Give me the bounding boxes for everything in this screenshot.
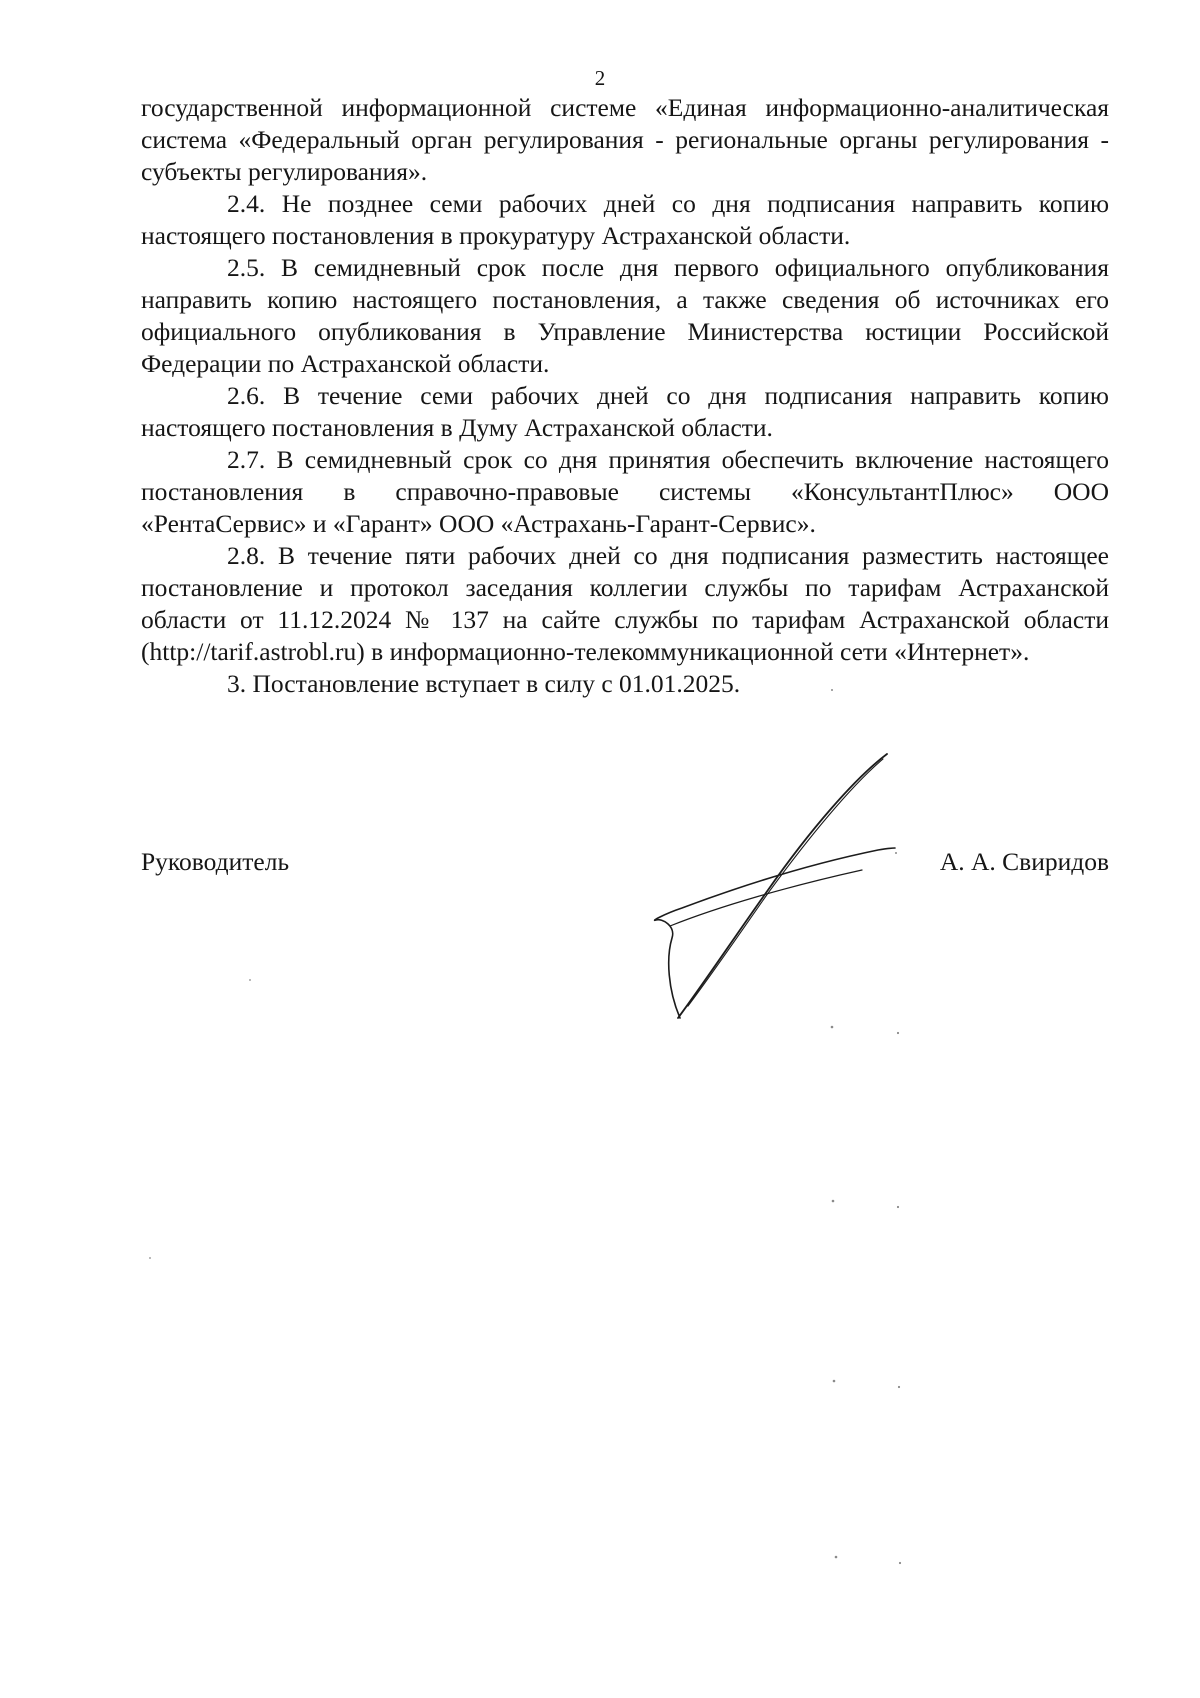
paragraph-2-5: 2.5. В семидневный срок после дня первого официального опубликования направить копию настоящего постановления, а также сведения об источниках его официального опубликования в Управление Министерства юстиции Российской Федерации по Астраханской области. [141,253,1109,378]
paragraph-2-6: 2.6. В течение семи рабочих дней со дня подписания направить копию настоящего постановления в Думу Астраханской области. [141,381,1109,442]
signer-name: А. А. Свиридов [939,847,1109,876]
page-number: 2 [594,66,606,90]
signature-main-stroke-shadow [688,759,883,1006]
paragraph-2-4: 2.4. Не позднее семи рабочих дней со дня подписания направить копию настоящего постановления в прокуратуру Астраханской области. [141,189,1109,250]
handwritten-signature [640,750,930,1030]
paragraph-2-7: 2.7. В семидневный срок со дня принятия обеспечить включение настоящего постановления в справочно-правовые системы «КонсультантПлюс» ООО «РентаСервис» и «Гарант» ООО «Астрахань-Гарант-Сервис». [141,445,1109,538]
document-body [141,92,1109,700]
paragraph-continuation: государственной информационной системе «Единая информационно-аналитическая система «Федеральный орган регулирования - региональные органы регулирования - субъекты регулирования». [141,93,1109,186]
signer-title: Руководитель [141,847,290,876]
signature-main-stroke [678,754,887,1018]
signature-loop-stroke [655,848,895,1018]
paragraph-2-8: 2.8. В течение пяти рабочих дней со дня подписания разместить настоящее постановление и протокол заседания коллегии службы по тарифам Астраханской области от 11.12.2024 № 137 на сайте службы по тарифам Астраханской области (http://tarif.astrobl.ru) в информационно-телекоммуникационной сети «Интернет». [141,541,1109,666]
paragraph-3: 3. Постановление вступает в силу с 01.01.2025. [227,669,741,698]
